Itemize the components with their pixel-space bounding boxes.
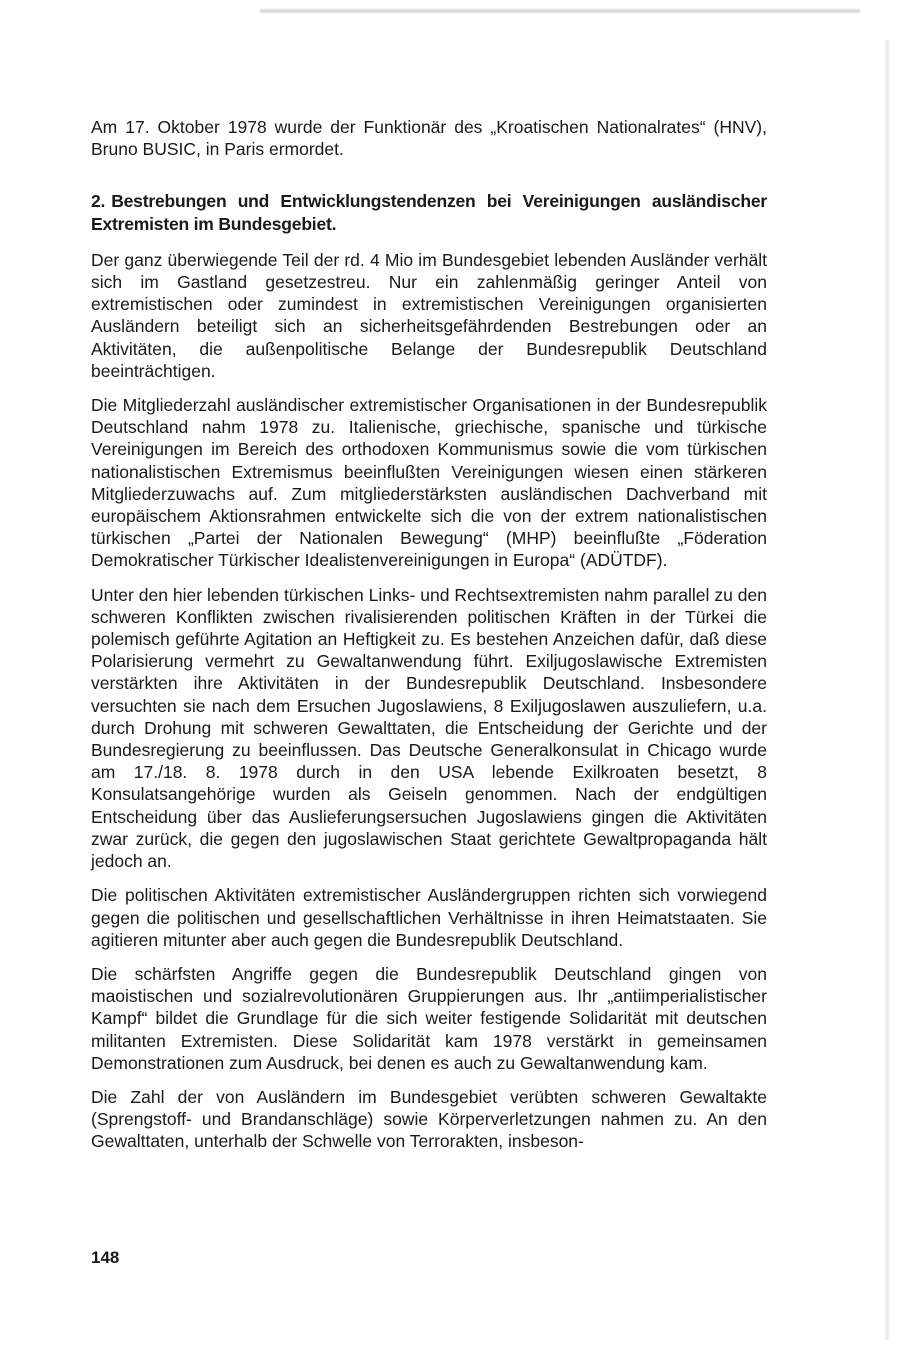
document-body — [91, 116, 767, 1165]
section-title: Bestrebungen und Entwicklungstendenzen bei Vereinigungen ausländischer Extremisten im Bundesgebiet. — [91, 191, 767, 234]
scan-top-edge — [260, 8, 860, 14]
paragraph-political-activities: Die politischen Aktivitäten extremistischer Ausländergruppen richten sich vorwiegend gegen die politischen und gesellschaftlichen Verhältnisse in ihren Heimatstaaten. Sie agitieren mitunter aber auch gegen die Bundesrepublik Deutschland. — [91, 885, 767, 950]
page-number: 148 — [91, 1248, 120, 1267]
paragraph-violent-acts: Die Zahl der von Ausländern im Bundesgebiet verübten schweren Gewaltakte (Sprengstoff- und Brandanschläge) sowie Körperverletzungen nahmen zu. An den Gewalttaten, unterhalb der Schwelle von Terrorakten, insbeson- — [91, 1086, 767, 1152]
section-heading — [91, 190, 767, 234]
intro-paragraph: Am 17. Oktober 1978 wurde der Funktionär des „Kroatischen Nationalrates“ (HNV), Bruno BUSIC, in Paris ermordet. — [91, 117, 767, 160]
paragraph-membership-growth: Die Mitgliederzahl ausländischer extremistischer Organisationen in der Bundesrepublik Deutschland nahm 1978 zu. Italienische, griechische, spanische und türkische Vereinigungen im Bereich des orthodoxen Kommunismus sowie die vom türkischen nationalistischen Extremismus beeinflußten Vereinigungen wiesen einen stärkeren Mitgliederzuwachs auf. Zum mitgliederstärksten ausländischen Dachverband mit europäischem Aktionsrahmen entwickelte sich die von der extrem nationalistischen türkischen „Partei der Nationalen Bewegung“ (MHP) beeinflußte „Föderation Demokratischer Türkischer Idealistenvereinigungen in Europa“ (ADÜTDF). — [91, 395, 767, 571]
paragraph-maoist-attacks: Die schärfsten Angriffe gegen die Bundesrepublik Deutschland gingen von maoistischen und sozialrevolutionären Gruppierungen aus. Ihr „antiimperialistischer Kampf“ bildet die Grundlage für die sich weiter festigende Solidarität mit deutschen militanten Extremisten. Diese Solidarität kam 1978 verstärkt in gemeinsamen Demonstrationen zum Ausdruck, bei denen es auch zu Gewaltanwendung kam. — [91, 963, 767, 1073]
scan-right-edge — [884, 40, 890, 1340]
section-number: 2. — [91, 191, 106, 212]
paragraph-foreigners-law-abiding: Der ganz überwiegende Teil der rd. 4 Mio im Bundesgebiet lebenden Ausländer verhält sich im Gastland gesetzestreu. Nur ein zahlenmäßig geringer Anteil von extremistischen oder zumindest in extremistischen Vereinigungen organisierten Ausländern beteiligt sich an sicherheitsgefährdenden Bestrebungen oder an Aktivitäten, die außenpolitische Belange der Bundesrepublik Deutschland beeinträchtigen. — [91, 249, 767, 381]
paragraph-turkish-yugoslav-extremists: Unter den hier lebenden türkischen Links- und Rechtsextremisten nahm parallel zu den schweren Konflikten zwischen rivalisierenden politischen Kräften in der Türkei die polemisch geführte Agitation an Heftigkeit zu. Es bestehen Anzeichen dafür, daß diese Polarisierung vermehrt zu Gewaltanwendung führt. Exiljugoslawische Extremisten verstärkten ihre Aktivitäten in der Bundesrepublik Deutschland. Insbesondere versuchten sie nach dem Ersuchen Jugoslawiens, 8 Exiljugoslawen auszuliefern, u.a. durch Drohung mit schweren Gewalttaten, die Entscheidung der Gerichte und der Bundesregierung zu beeinflussen. Das Deutsche Generalkonsulat in Chicago wurde am 17./18. 8. 1978 durch in den USA lebende Exilkroaten besetzt, 8 Konsulatsangehörige wurden als Geiseln genommen. Nach der endgültigen Entscheidung über das Auslieferungsersuchen Jugoslawiens gingen die Aktivitäten zwar zurück, die gegen den jugoslawischen Staat gerichtete Gewaltpropaganda hält jedoch an. — [91, 584, 767, 872]
